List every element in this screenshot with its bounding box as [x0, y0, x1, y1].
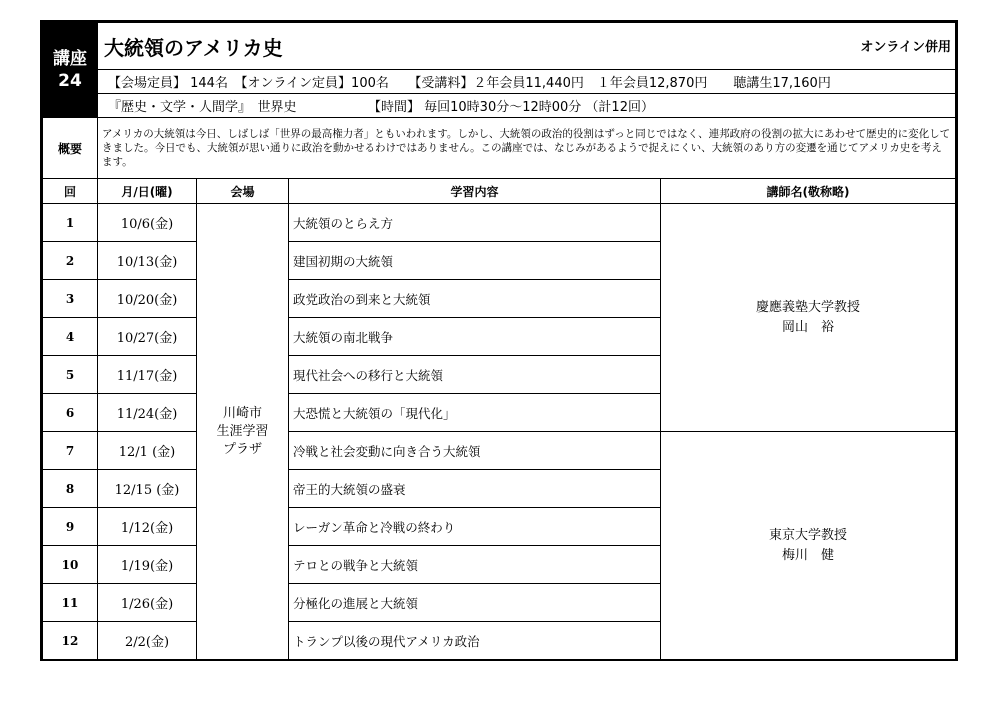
session-number: 6: [43, 394, 98, 432]
course-table: [42, 22, 956, 660]
venue-line3: プラザ: [222, 441, 262, 457]
session-number: 5: [43, 356, 98, 394]
course-title: 大統領のアメリカ史: [104, 35, 283, 60]
session-content: レーガン革命と冷戦の終わり: [289, 508, 661, 546]
session-number: 10: [43, 546, 98, 584]
header-content: 学習内容: [289, 179, 661, 204]
session-date: 10/13(金): [98, 242, 197, 280]
title-cell: [98, 23, 956, 70]
info-line-1: 【会場定員】 144名 【オンライン定員】100名 【受講料】２年会員11,440円 １年会員12,870円 聴講生17,160円: [98, 70, 956, 94]
venue-line1: 川崎市: [222, 405, 262, 421]
online-note: オンライン併用: [860, 39, 951, 55]
session-date: 10/20(金): [98, 280, 197, 318]
session-content: 大統領のとらえ方: [289, 204, 661, 242]
session-content: 現代社会への移行と大統領: [289, 356, 661, 394]
badge-label: 講座: [53, 49, 87, 69]
table-header-row: [43, 179, 956, 204]
table-row: [43, 432, 956, 470]
session-date: 1/26(金): [98, 584, 197, 622]
session-content: 帝王的大統領の盛衰: [289, 470, 661, 508]
course-badge: [43, 23, 98, 118]
session-content: 冷戦と社会変動に向き合う大統領: [289, 432, 661, 470]
course-sheet: [40, 20, 958, 661]
header-date: 月/日(曜): [98, 179, 197, 204]
lecturer-name: 岡山 裕: [781, 319, 834, 335]
badge-number: 24: [58, 71, 82, 91]
session-content: 大恐慌と大統領の「現代化」: [289, 394, 661, 432]
lecturer-affiliation: 東京大学教授: [768, 527, 847, 543]
session-content: トランプ以後の現代アメリカ政治: [289, 622, 661, 660]
session-date: 10/6(金): [98, 204, 197, 242]
session-number: 7: [43, 432, 98, 470]
overview-text: アメリカの大統領は今日、しばしば「世界の最高権力者」ともいわれます。しかし、大統領の政治的役割はずっと同じではなく、連邦政府の役割の拡大にあわせて歴史的に変化してきました。今日でも、大統領が思い通りに政治を動かせるわけではありません。この講座では、なじみがあるようで捉えにくい、大統領のあり方の変遷を通じてアメリカ史を考えます。: [98, 118, 956, 179]
venue-line2: 生涯学習: [216, 423, 269, 439]
session-content: 建国初期の大統領: [289, 242, 661, 280]
info-line-2: 『歴史・文学・人間学』 世界史 【時間】 毎回10時30分～12時00分 （計12回）: [98, 94, 956, 118]
session-date: 12/1 (金): [98, 432, 197, 470]
lecturer-name: 梅川 健: [781, 547, 834, 563]
session-date: 10/27(金): [98, 318, 197, 356]
session-date: 12/15 (金): [98, 470, 197, 508]
session-number: 4: [43, 318, 98, 356]
session-content: テロとの戦争と大統領: [289, 546, 661, 584]
session-date: 2/2(金): [98, 622, 197, 660]
session-date: 1/12(金): [98, 508, 197, 546]
session-date: 11/24(金): [98, 394, 197, 432]
venue-cell: [197, 204, 289, 660]
session-number: 8: [43, 470, 98, 508]
session-date: 1/19(金): [98, 546, 197, 584]
table-row: [43, 204, 956, 242]
lecturer-cell: [661, 432, 956, 660]
session-number: 9: [43, 508, 98, 546]
overview-label: 概要: [43, 118, 98, 179]
header-venue: 会場: [197, 179, 289, 204]
session-date: 11/17(金): [98, 356, 197, 394]
header-lecturer: 講師名(敬称略): [661, 179, 956, 204]
session-number: 1: [43, 204, 98, 242]
lecturer-affiliation: 慶應義塾大学教授: [755, 299, 860, 315]
lecturer-cell: [661, 204, 956, 432]
session-number: 12: [43, 622, 98, 660]
session-number: 3: [43, 280, 98, 318]
header-num: 回: [43, 179, 98, 204]
session-content: 大統領の南北戦争: [289, 318, 661, 356]
session-content: 政党政治の到来と大統領: [289, 280, 661, 318]
session-number: 2: [43, 242, 98, 280]
session-number: 11: [43, 584, 98, 622]
session-content: 分極化の進展と大統領: [289, 584, 661, 622]
